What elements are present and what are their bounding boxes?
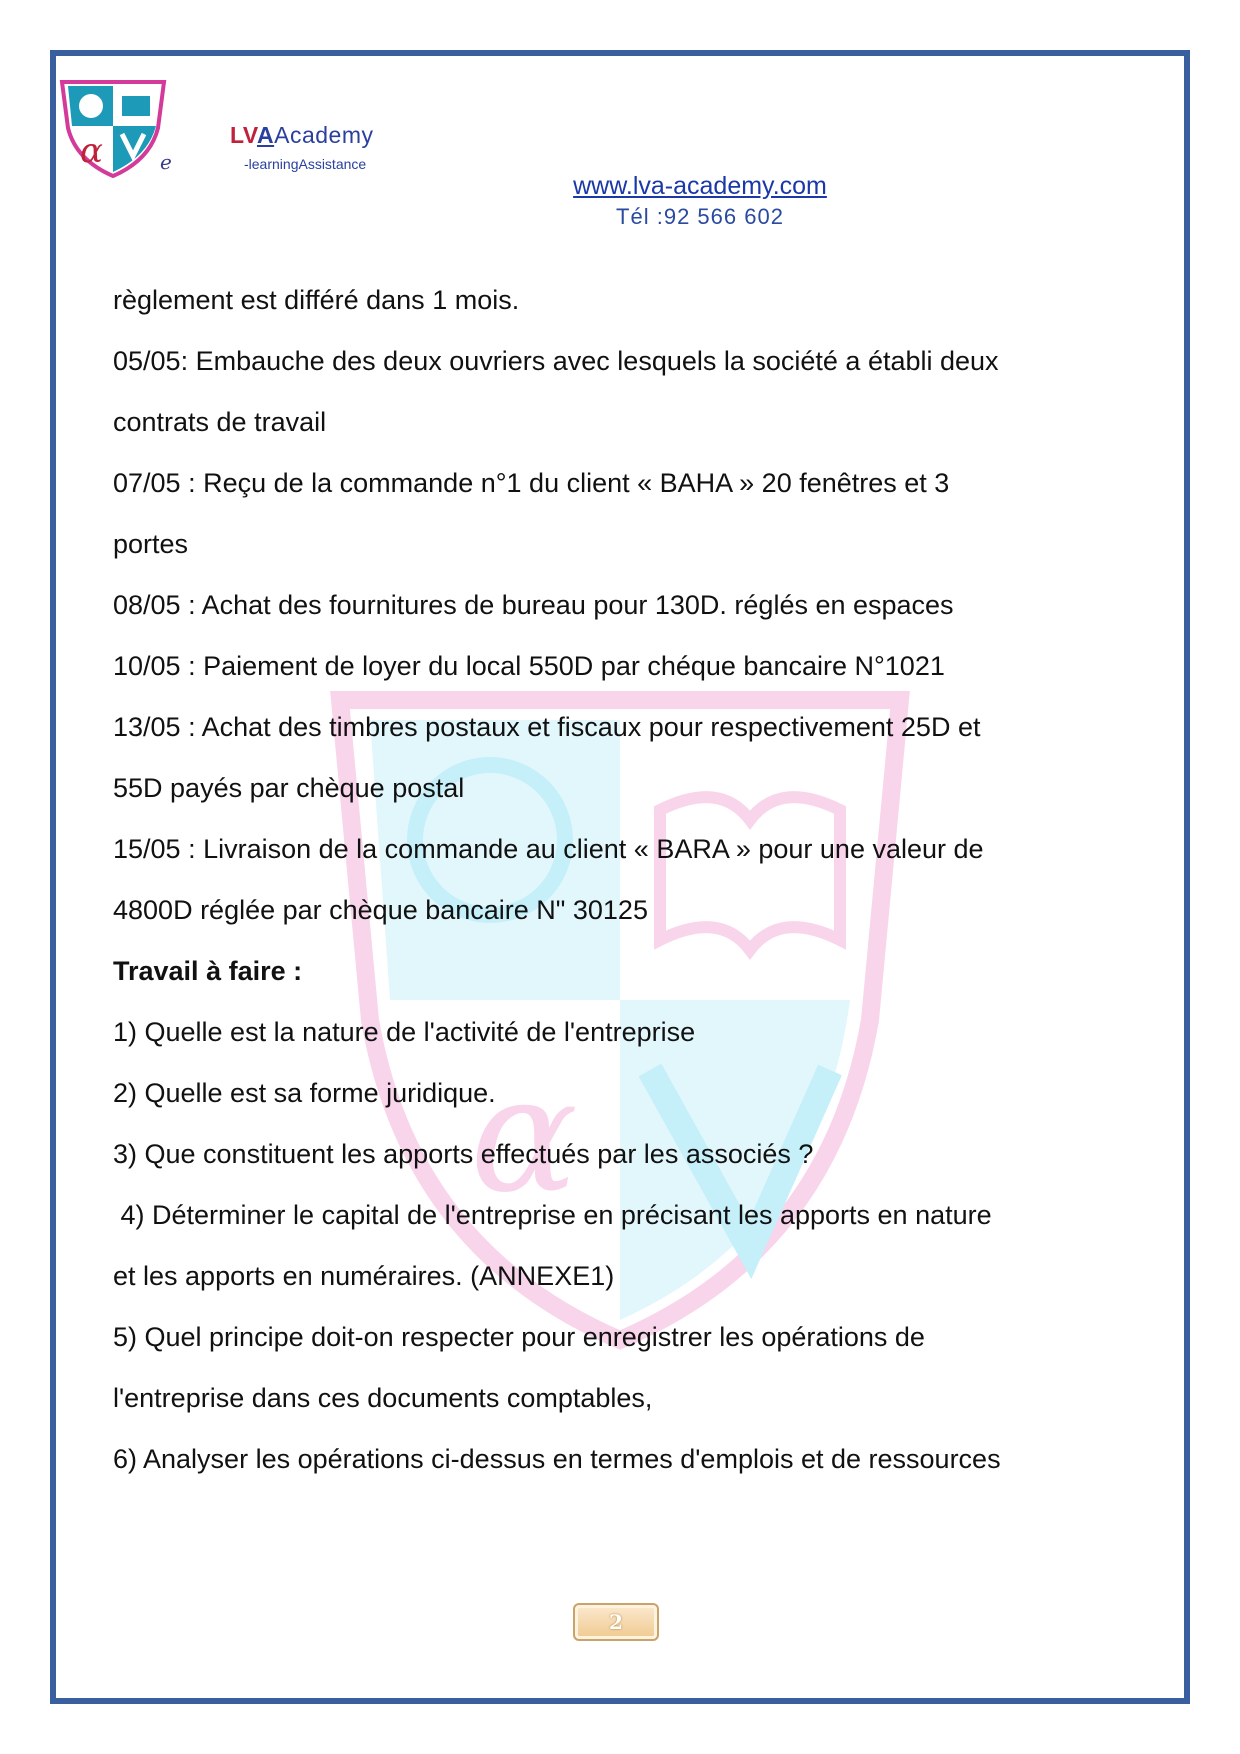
task-line: et les apports en numéraires. (ANNEXE1) [113, 1261, 615, 1291]
body-line: 05/05: Embauche des deux ouvriers avec lesquels la société a établi deux [113, 346, 999, 376]
task-heading: Travail à faire : [113, 956, 303, 986]
brand-lv: LV [230, 122, 257, 148]
task-line: 4) Déterminer le capital de l'entreprise en précisant les apports en nature [113, 1200, 992, 1230]
body-line: contrats de travail [113, 407, 327, 437]
task-line: 3) Que constituent les apports effectués par les associés ? [113, 1139, 814, 1169]
svg-text:α: α [470, 1041, 579, 1228]
task-line: l'entreprise dans ces documents comptables, [113, 1383, 653, 1413]
body-line: 10/05 : Paiement de loyer du local 550D par chéque bancaire N°1021 [113, 651, 945, 681]
task-line: 5) Quel principe doit-on respecter pour enregistrer les opérations de [113, 1322, 925, 1352]
website-link[interactable]: www.lva-academy.com [573, 172, 827, 200]
logo-letter: e [160, 150, 172, 174]
body-line: règlement est différé dans 1 mois. [113, 285, 520, 315]
task-line: 1) Quelle est la nature de l'activité de l'entreprise [113, 1017, 696, 1047]
body-line: 55D payés par chèque postal [113, 773, 465, 803]
brand-academy: Academy [274, 122, 374, 148]
body-line: 08/05 : Achat des fournitures de bureau pour 130D. réglés en espaces [113, 590, 954, 620]
brand-tagline: -learningAssistance [244, 156, 367, 172]
brand-name [230, 122, 373, 149]
page-number: 2 [573, 1603, 659, 1641]
body-line: 4800D réglée par chèque bancaire N" 30125 [113, 895, 648, 925]
lva-shield-logo-icon [58, 78, 168, 178]
document-body [113, 280, 1123, 1500]
phone-number: Tél :92 566 602 [616, 204, 784, 229]
body-line: 13/05 : Achat des timbres postaux et fiscaux pour respectivement 25D et [113, 712, 981, 742]
svg-text:α: α [80, 131, 103, 171]
task-line: 2) Quelle est sa forme juridique. [113, 1078, 496, 1108]
body-line: 15/05 : Livraison de la commande au client « BARA » pour une valeur de [113, 834, 984, 864]
brand-a: A [256, 122, 275, 148]
body-line: 07/05 : Reçu de la commande n°1 du client « BAHA » 20 fenêtres et 3 [113, 468, 950, 498]
body-line: portes [113, 529, 189, 559]
task-line: 6) Analyser les opérations ci-dessus en termes d'emplois et de ressources [113, 1444, 1001, 1474]
